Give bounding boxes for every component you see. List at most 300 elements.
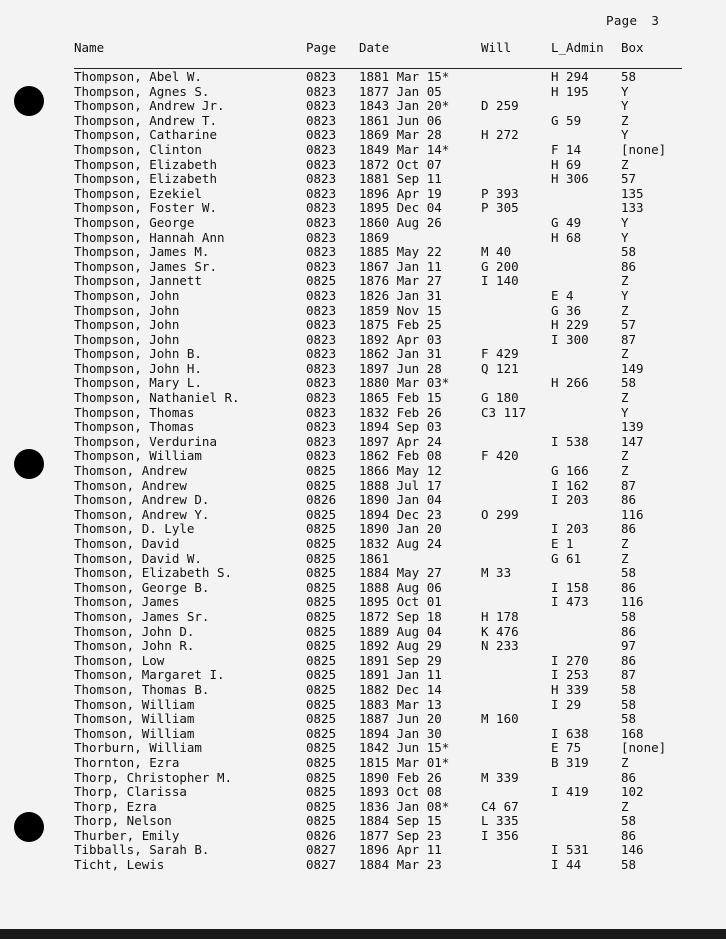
table-row — [0, 333, 726, 348]
cell-box: 97 — [621, 638, 637, 654]
cell-name: Thompson, Foster W. — [74, 200, 217, 216]
cell-date: 1872 Sep 18 — [359, 608, 442, 624]
cell-date: 1842 Jun 15* — [359, 740, 450, 756]
cell-date: 1893 Oct 08 — [359, 784, 442, 800]
cell-name: Thompson, Andrew T. — [74, 112, 217, 128]
cell-page: 0823 — [306, 214, 337, 230]
cell-name: Thompson, John — [74, 287, 180, 303]
cell-name: Thompson, Catharine — [74, 127, 217, 143]
cell-date: 1865 Feb 15 — [359, 390, 442, 406]
cell-name: Thornton, Ezra — [74, 754, 180, 770]
cell-page: 0825 — [306, 579, 337, 595]
cell-page: 0823 — [306, 390, 337, 406]
cell-page: 0823 — [306, 433, 337, 449]
cell-name: Thompson, Hannah Ann — [74, 229, 225, 245]
cell-will: M 160 — [481, 711, 519, 727]
cell-box: [none] — [621, 740, 667, 756]
cell-page: 0825 — [306, 463, 337, 479]
cell-box: Y — [621, 98, 629, 114]
cell-page: 0827 — [306, 857, 337, 873]
cell-name: Thomson, Andrew Y. — [74, 506, 210, 522]
cell-page: 0825 — [306, 594, 337, 610]
cell-box: 139 — [621, 419, 644, 435]
cell-box: Y — [621, 404, 629, 420]
cell-date: 1891 Sep 29 — [359, 652, 442, 668]
cell-admin: G 49 — [551, 214, 582, 230]
table-row — [0, 420, 726, 435]
cell-page: 0825 — [306, 536, 337, 551]
cell-name: Tibballs, Sarah B. — [74, 842, 210, 858]
table-row — [0, 595, 726, 610]
cell-admin: H 68 — [551, 229, 582, 245]
cell-admin: I 538 — [551, 433, 589, 449]
cell-date: 1836 Jan 08* — [359, 798, 450, 814]
cell-name: Thomson, D. Lyle — [74, 521, 195, 537]
cell-will: L 335 — [481, 813, 519, 829]
cell-admin: I 638 — [551, 725, 589, 741]
cell-name: Thomson, Elizabeth S. — [74, 565, 233, 581]
cell-name: Thompson, John H. — [74, 360, 202, 376]
cell-date: 1875 Feb 25 — [359, 317, 442, 333]
cell-date: 1885 May 22 — [359, 244, 442, 260]
cell-box: Z — [621, 346, 629, 362]
cell-date: 1862 Jan 31 — [359, 346, 442, 362]
cell-box: 86 — [621, 258, 637, 274]
cell-name: Thomson, Andrew — [74, 477, 187, 493]
cell-name: Thomson, David W. — [74, 550, 202, 566]
cell-will: H 178 — [481, 608, 519, 624]
cell-name: Thompson, Agnes S. — [74, 83, 210, 99]
cell-date: 1869 Mar 28 — [359, 127, 442, 143]
table-row — [0, 843, 726, 858]
cell-admin: H 306 — [551, 171, 589, 187]
punch-hole-top — [14, 86, 44, 116]
cell-box: 87 — [621, 477, 637, 493]
punch-hole-bottom — [14, 812, 44, 842]
cell-name: Thompson, Jannett — [74, 273, 202, 289]
cell-box: 58 — [621, 69, 637, 84]
page-number — [606, 13, 659, 28]
table-row — [0, 464, 726, 479]
cell-box: 147 — [621, 433, 644, 449]
cell-name: Thompson, John — [74, 331, 180, 347]
cell-page: 0823 — [306, 287, 337, 303]
cell-name: Thompson, Ezekiel — [74, 185, 202, 201]
table-row — [0, 201, 726, 216]
cell-date: 1843 Jan 20* — [359, 98, 450, 114]
cell-box: Z — [621, 550, 629, 566]
cell-box: 168 — [621, 725, 644, 741]
cell-date: 1832 Feb 26 — [359, 404, 442, 420]
cell-page: 0825 — [306, 740, 337, 756]
cell-box: Y — [621, 83, 629, 99]
table-row — [0, 362, 726, 377]
cell-page: 0823 — [306, 360, 337, 376]
cell-admin: I 158 — [551, 579, 589, 595]
cell-page: 0823 — [306, 258, 337, 274]
cell-page: 0823 — [306, 317, 337, 333]
cell-page: 0826 — [306, 492, 337, 508]
cell-date: 1826 Jan 31 — [359, 287, 442, 303]
table-row — [0, 537, 726, 552]
table-row — [0, 347, 726, 362]
table-row — [0, 493, 726, 508]
table-row — [0, 683, 726, 698]
table-row — [0, 70, 726, 85]
cell-box: 116 — [621, 594, 644, 610]
cell-date: 1877 Sep 23 — [359, 827, 442, 843]
cell-date: 1876 Mar 27 — [359, 273, 442, 289]
cell-date: 1890 Jan 20 — [359, 521, 442, 537]
cell-date: 1884 May 27 — [359, 565, 442, 581]
cell-will: G 180 — [481, 390, 519, 406]
table-row — [0, 304, 726, 319]
cell-name: Thompson, Verdurina — [74, 433, 217, 449]
cell-will: M 40 — [481, 244, 512, 260]
cell-box: 87 — [621, 331, 637, 347]
cell-will: O 299 — [481, 506, 519, 522]
cell-box: 58 — [621, 681, 637, 697]
cell-name: Thompson, John B. — [74, 346, 202, 362]
cell-name: Thomson, James — [74, 594, 180, 610]
table-row — [0, 508, 726, 523]
cell-box: 133 — [621, 200, 644, 216]
cell-admin: F 14 — [551, 141, 582, 157]
cell-box: 87 — [621, 667, 637, 683]
cell-name: Thompson, Clinton — [74, 141, 202, 157]
cell-date: 1891 Jan 11 — [359, 667, 442, 683]
table-row — [0, 318, 726, 333]
cell-admin: I 203 — [551, 492, 589, 508]
cell-box: 58 — [621, 244, 637, 260]
cell-admin: I 29 — [551, 696, 582, 712]
cell-name: Thompson, Andrew Jr. — [74, 98, 225, 114]
header-name: Name — [74, 40, 105, 55]
table-row — [0, 376, 726, 391]
cell-name: Thurber, Emily — [74, 827, 180, 843]
cell-page: 0823 — [306, 83, 337, 99]
cell-name: Thomson, George B. — [74, 579, 210, 595]
cell-box: Z — [621, 463, 629, 479]
cell-page: 0825 — [306, 813, 337, 829]
cell-date: 1862 Feb 08 — [359, 448, 442, 464]
cell-name: Thorburn, William — [74, 740, 202, 756]
cell-page: 0823 — [306, 346, 337, 362]
cell-date: 1888 Jul 17 — [359, 477, 442, 493]
cell-page: 0825 — [306, 725, 337, 741]
cell-name: Thompson, John — [74, 302, 180, 318]
cell-date: 1849 Mar 14* — [359, 141, 450, 157]
cell-will: I 356 — [481, 827, 519, 843]
page-number-value: 3 — [651, 13, 660, 28]
cell-box: 116 — [621, 506, 644, 522]
column-headers — [0, 40, 726, 56]
cell-date: 1890 Jan 04 — [359, 492, 442, 508]
table-row — [0, 566, 726, 581]
table-row — [0, 289, 726, 304]
cell-page: 0825 — [306, 784, 337, 800]
cell-page: 0825 — [306, 754, 337, 770]
record-list — [0, 70, 726, 873]
cell-will: D 259 — [481, 98, 519, 114]
table-row — [0, 654, 726, 669]
table-row — [0, 99, 726, 114]
cell-page: 0823 — [306, 156, 337, 172]
cell-box: Y — [621, 214, 629, 230]
cell-date: 1866 May 12 — [359, 463, 442, 479]
cell-box: 86 — [621, 521, 637, 537]
table-row — [0, 741, 726, 756]
cell-name: Thomson, Margaret I. — [74, 667, 225, 683]
cell-box: 86 — [621, 579, 637, 595]
cell-box: 57 — [621, 171, 637, 187]
cell-name: Thorp, Clarissa — [74, 784, 187, 800]
cell-page: 0825 — [306, 769, 337, 785]
cell-date: 1897 Apr 24 — [359, 433, 442, 449]
cell-page: 0823 — [306, 229, 337, 245]
cell-page: 0825 — [306, 506, 337, 522]
cell-date: 1872 Oct 07 — [359, 156, 442, 172]
cell-page: 0823 — [306, 331, 337, 347]
cell-box: Z — [621, 156, 629, 172]
cell-page: 0823 — [306, 302, 337, 318]
cell-admin: I 162 — [551, 477, 589, 493]
cell-name: Thomson, Low — [74, 652, 165, 668]
cell-will: M 33 — [481, 565, 512, 581]
table-row — [0, 435, 726, 450]
table-row — [0, 143, 726, 158]
cell-date: 1860 Aug 26 — [359, 214, 442, 230]
cell-admin: G 61 — [551, 550, 582, 566]
cell-will: N 233 — [481, 638, 519, 654]
cell-page: 0825 — [306, 521, 337, 537]
cell-page: 0825 — [306, 477, 337, 493]
cell-admin: E 4 — [551, 287, 574, 303]
cell-will: F 429 — [481, 346, 519, 362]
cell-admin: H 294 — [551, 69, 589, 84]
cell-will: G 200 — [481, 258, 519, 274]
cell-page: 0825 — [306, 681, 337, 697]
cell-box: 58 — [621, 711, 637, 727]
cell-page: 0823 — [306, 112, 337, 128]
cell-admin: B 319 — [551, 754, 589, 770]
table-row — [0, 625, 726, 640]
table-row — [0, 698, 726, 713]
cell-page: 0823 — [306, 69, 337, 84]
cell-page: 0823 — [306, 244, 337, 260]
cell-admin: G 36 — [551, 302, 582, 318]
cell-page: 0827 — [306, 842, 337, 858]
cell-admin: I 531 — [551, 842, 589, 858]
table-row — [0, 260, 726, 275]
cell-name: Thompson, Thomas — [74, 419, 195, 435]
header-admin: L_Admin — [551, 40, 604, 55]
cell-name: Thompson, Thomas — [74, 404, 195, 420]
cell-box: 58 — [621, 813, 637, 829]
table-row — [0, 158, 726, 173]
cell-name: Thomson, William — [74, 725, 195, 741]
cell-box: Z — [621, 390, 629, 406]
cell-page: 0825 — [306, 638, 337, 654]
cell-name: Thomson, James Sr. — [74, 608, 210, 624]
table-row — [0, 245, 726, 260]
table-row — [0, 581, 726, 596]
cell-box: Z — [621, 112, 629, 128]
cell-box: [none] — [621, 141, 667, 157]
cell-date: 1895 Oct 01 — [359, 594, 442, 610]
cell-box: 86 — [621, 492, 637, 508]
table-row — [0, 668, 726, 683]
cell-date: 1859 Nov 15 — [359, 302, 442, 318]
table-row — [0, 756, 726, 771]
cell-admin: H 69 — [551, 156, 582, 172]
cell-admin: I 44 — [551, 857, 582, 873]
cell-page: 0823 — [306, 141, 337, 157]
table-row — [0, 187, 726, 202]
cell-name: Thompson, George — [74, 214, 195, 230]
cell-name: Thomson, John R. — [74, 638, 195, 654]
cell-page: 0825 — [306, 711, 337, 727]
cell-box: Z — [621, 273, 629, 289]
cell-box: 102 — [621, 784, 644, 800]
cell-name: Thomson, David — [74, 536, 180, 551]
cell-will: M 339 — [481, 769, 519, 785]
cell-box: 146 — [621, 842, 644, 858]
table-row — [0, 829, 726, 844]
table-row — [0, 610, 726, 625]
cell-will: H 272 — [481, 127, 519, 143]
cell-admin: E 75 — [551, 740, 582, 756]
cell-box: 86 — [621, 827, 637, 843]
cell-date: 1861 Jun 06 — [359, 112, 442, 128]
table-row — [0, 274, 726, 289]
cell-will: K 476 — [481, 623, 519, 639]
cell-box: Z — [621, 798, 629, 814]
cell-admin: I 419 — [551, 784, 589, 800]
cell-box: Y — [621, 127, 629, 143]
table-row — [0, 727, 726, 742]
table-row — [0, 216, 726, 231]
cell-date: 1832 Aug 24 — [359, 536, 442, 551]
cell-name: Thorp, Ezra — [74, 798, 157, 814]
cell-date: 1894 Jan 30 — [359, 725, 442, 741]
table-row — [0, 522, 726, 537]
table-row — [0, 128, 726, 143]
cell-name: Thompson, Elizabeth — [74, 171, 217, 187]
table-row — [0, 814, 726, 829]
cell-date: 1895 Dec 04 — [359, 200, 442, 216]
cell-page: 0825 — [306, 565, 337, 581]
cell-page: 0823 — [306, 448, 337, 464]
cell-admin: I 253 — [551, 667, 589, 683]
header-will: Will — [481, 40, 512, 55]
table-row — [0, 114, 726, 129]
cell-box: Z — [621, 754, 629, 770]
table-row — [0, 231, 726, 246]
cell-date: 1894 Dec 23 — [359, 506, 442, 522]
cell-name: Thompson, Nathaniel R. — [74, 390, 240, 406]
cell-date: 1892 Apr 03 — [359, 331, 442, 347]
cell-name: Thompson, James Sr. — [74, 258, 217, 274]
cell-admin: I 300 — [551, 331, 589, 347]
cell-page: 0823 — [306, 419, 337, 435]
cell-box: 86 — [621, 652, 637, 668]
table-row — [0, 479, 726, 494]
cell-date: 1815 Mar 01* — [359, 754, 450, 770]
cell-page: 0823 — [306, 98, 337, 114]
cell-box: 58 — [621, 375, 637, 391]
cell-date: 1861 — [359, 550, 390, 566]
cell-name: Thomson, Andrew D. — [74, 492, 210, 508]
cell-admin: H 266 — [551, 375, 589, 391]
cell-name: Thompson, William — [74, 448, 202, 464]
table-row — [0, 712, 726, 727]
cell-name: Thompson, Mary L. — [74, 375, 202, 391]
cell-admin: I 473 — [551, 594, 589, 610]
cell-will: Q 121 — [481, 360, 519, 376]
cell-date: 1880 Mar 03* — [359, 375, 450, 391]
cell-date: 1889 Aug 04 — [359, 623, 442, 639]
cell-box: Z — [621, 302, 629, 318]
cell-name: Thorp, Christopher M. — [74, 769, 233, 785]
cell-admin: G 166 — [551, 463, 589, 479]
table-row — [0, 449, 726, 464]
cell-page: 0825 — [306, 798, 337, 814]
cell-page: 0825 — [306, 696, 337, 712]
cell-page: 0825 — [306, 667, 337, 683]
cell-date: 1883 Mar 13 — [359, 696, 442, 712]
cell-admin: E 1 — [551, 536, 574, 551]
cell-box: 58 — [621, 857, 637, 873]
cell-date: 1881 Mar 15* — [359, 69, 450, 84]
cell-will: P 393 — [481, 185, 519, 201]
cell-name: Thomson, William — [74, 711, 195, 727]
cell-box: 57 — [621, 317, 637, 333]
cell-will: I 140 — [481, 273, 519, 289]
header-box: Box — [621, 40, 644, 55]
cell-name: Thomson, William — [74, 696, 195, 712]
cell-date: 1884 Mar 23 — [359, 857, 442, 873]
cell-box: 58 — [621, 608, 637, 624]
cell-date: 1892 Aug 29 — [359, 638, 442, 654]
table-row — [0, 800, 726, 815]
cell-date: 1897 Jun 28 — [359, 360, 442, 376]
cell-box: 58 — [621, 696, 637, 712]
cell-page: 0823 — [306, 127, 337, 143]
cell-box: 86 — [621, 623, 637, 639]
table-row — [0, 771, 726, 786]
cell-date: 1882 Dec 14 — [359, 681, 442, 697]
cell-admin: H 229 — [551, 317, 589, 333]
cell-page: 0823 — [306, 404, 337, 420]
cell-name: Thompson, John — [74, 317, 180, 333]
cell-name: Thompson, Abel W. — [74, 69, 202, 84]
header-date: Date — [359, 40, 390, 55]
cell-date: 1869 — [359, 229, 390, 245]
table-row — [0, 552, 726, 567]
cell-page: 0825 — [306, 623, 337, 639]
cell-will: P 305 — [481, 200, 519, 216]
cell-name: Thomson, John D. — [74, 623, 195, 639]
table-row — [0, 172, 726, 187]
cell-will: C4 67 — [481, 798, 519, 814]
cell-admin: H 339 — [551, 681, 589, 697]
punch-hole-middle — [14, 449, 44, 479]
cell-box: 58 — [621, 565, 637, 581]
cell-page: 0823 — [306, 185, 337, 201]
cell-box: 149 — [621, 360, 644, 376]
cell-page: 0825 — [306, 550, 337, 566]
